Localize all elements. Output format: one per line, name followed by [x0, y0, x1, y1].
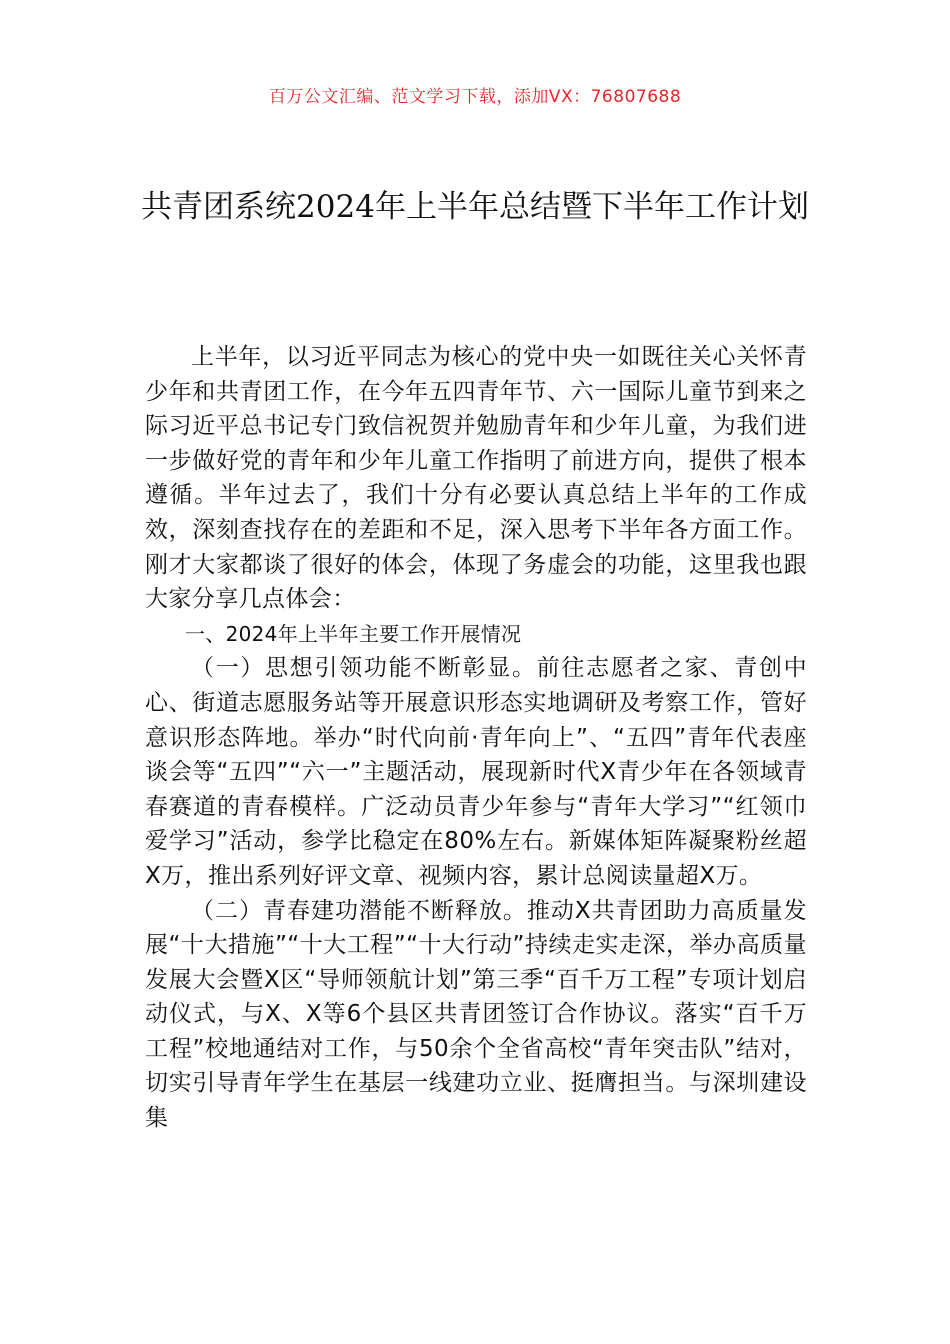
paragraph-thought-leadership: （一）思想引领功能不断彰显。前往志愿者之家、青创中心、街道志愿服务站等开展意识形态实地调研及考察工作，管好意识形态阵地。举办“时代向前·青年向上”、“五四”青年代表座谈会等“五四”“六一”主题活动，展现新时代X青少年在各领域青春赛道的青春模样。广泛动员青少年参与“青年大学习”“红领巾爱学习”活动，参学比稳定在80%左右。新媒体矩阵凝聚粉丝超X万，推出系列好评文章、视频内容，累计总阅读量超X万。: [145, 655, 807, 889]
section-heading-1: 一、2024年上半年主要工作开展情况: [185, 621, 522, 646]
header-note: 百万公文汇编、范文学习下载，添加VX：76807688: [268, 87, 682, 107]
paragraph-intro: 上半年，以习近平同志为核心的党中央一如既往关心关怀青少年和共青团工作，在今年五四青年节、六一国际儿童节到来之际习近平总书记专门致信祝贺并勉励青年和少年儿童，为我们进一步做好党的青年和少年儿童工作指明了前进方向，提供了根本遵循。半年过去了，我们十分有必要认真总结上半年的工作成效，深刻查找存在的差距和不足，深入思考下半年各方面工作。刚才大家都谈了很好的体会，体现了务虚会的功能，这里我也跟大家分享几点体会：: [145, 344, 807, 613]
document-body: [145, 340, 807, 1136]
document-title: 共青团系统2024年上半年总结暨下半年工作计划: [141, 189, 809, 225]
paragraph-youth-contribution: （二）青春建功潜能不断释放。推动X共青团助力高质量发展“十大措施”“十大工程”“十大行动”持续走实走深，举办高质量发展大会暨X区“导师领航计划”第三季“百千万工程”专项计划启动仪式，与X、X等6个县区共青团签订合作协议。落实“百千万工程”校地通结对工作，与50余个全省高校“青年突击队”结对，切实引导青年学生在基层一线建功立业、挺膺担当。与深圳建设集: [145, 897, 807, 1132]
